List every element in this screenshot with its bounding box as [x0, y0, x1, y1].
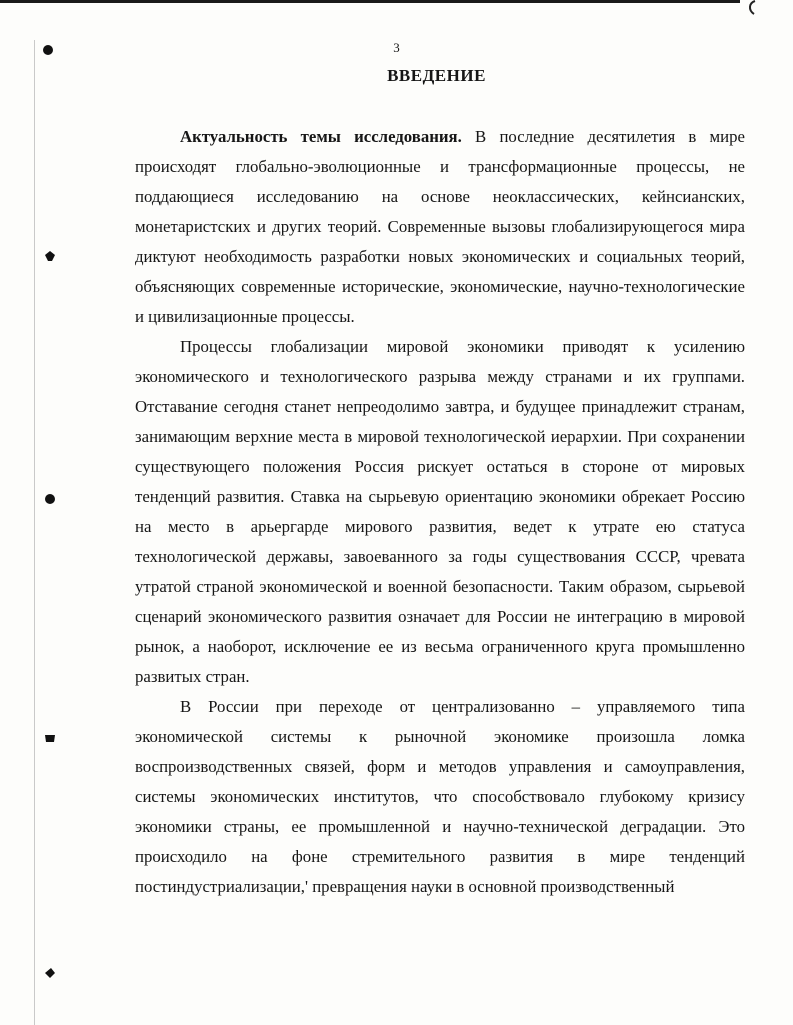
paragraph-text: В России при переходе от централизованно – управляемого типа экономической системы к рыночной экономике произошла ломка воспроизводственных связей, форм и методов управления и самоуправления, системы экономических институтов, что способствовало глубокому кризису экономики страны, ее промышленной и научно-технической деградации. Это происходило на фоне стремительного развития в мире тенденций постиндустриализации,' превращения науки в основной производственный — [135, 697, 745, 896]
document-body — [135, 122, 745, 902]
paragraph-text: Процессы глобализации мировой экономики приводят к усилению экономического и технологического разрыва между странами и их группами. Отставание сегодня станет непреодолимо завтра, и будущее принадлежит странам, занимающим верхние места в мировой технологической иерархии. При сохранении существующего положения Россия рискует остаться в стороне от мировых тенденций развития. Ставка на сырьевую ориентацию экономики обрекает Россию на место в арьергарде мирового развития, ведет к утрате ею статуса технологической державы, завоеванного за годы существования СССР, чревата утратой страной экономической и военной безопасности. Таким образом, сырьевой сценарий экономического развития означает для России не интеграцию в мировой рынок, а наоборот, исключение ее из весьма ограниченного круга промышленно развитых стран. — [135, 337, 745, 686]
scan-left-edge — [34, 40, 35, 1025]
paragraph-lead: Актуальность темы исследования. — [180, 127, 462, 146]
page-number: 3 — [393, 40, 400, 55]
paragraph-relevance — [135, 122, 745, 332]
punch-hole-icon — [44, 732, 56, 744]
paragraph-globalization — [135, 332, 745, 692]
paragraph-transition — [135, 692, 745, 902]
punch-hole-icon — [44, 967, 56, 979]
section-heading: ВВЕДЕНИЕ — [387, 66, 486, 85]
punch-hole-icon — [44, 250, 56, 262]
paragraph-text: В последние десятилетия в мире происходят глобально-эволюционные и трансформационные процессы, не поддающиеся исследованию на основе неоклассических, кейнсианских, монетаристских и других теорий. Современные вызовы глобализирующегося мира диктуют необходимость разработки новых экономических и социальных теорий, объясняющих современные исторические, экономические, научно-технологические и цивилизационные процессы. — [135, 127, 745, 326]
scan-top-border — [0, 0, 740, 3]
punch-hole-icon — [44, 493, 56, 505]
corner-mark-icon — [746, 0, 758, 16]
